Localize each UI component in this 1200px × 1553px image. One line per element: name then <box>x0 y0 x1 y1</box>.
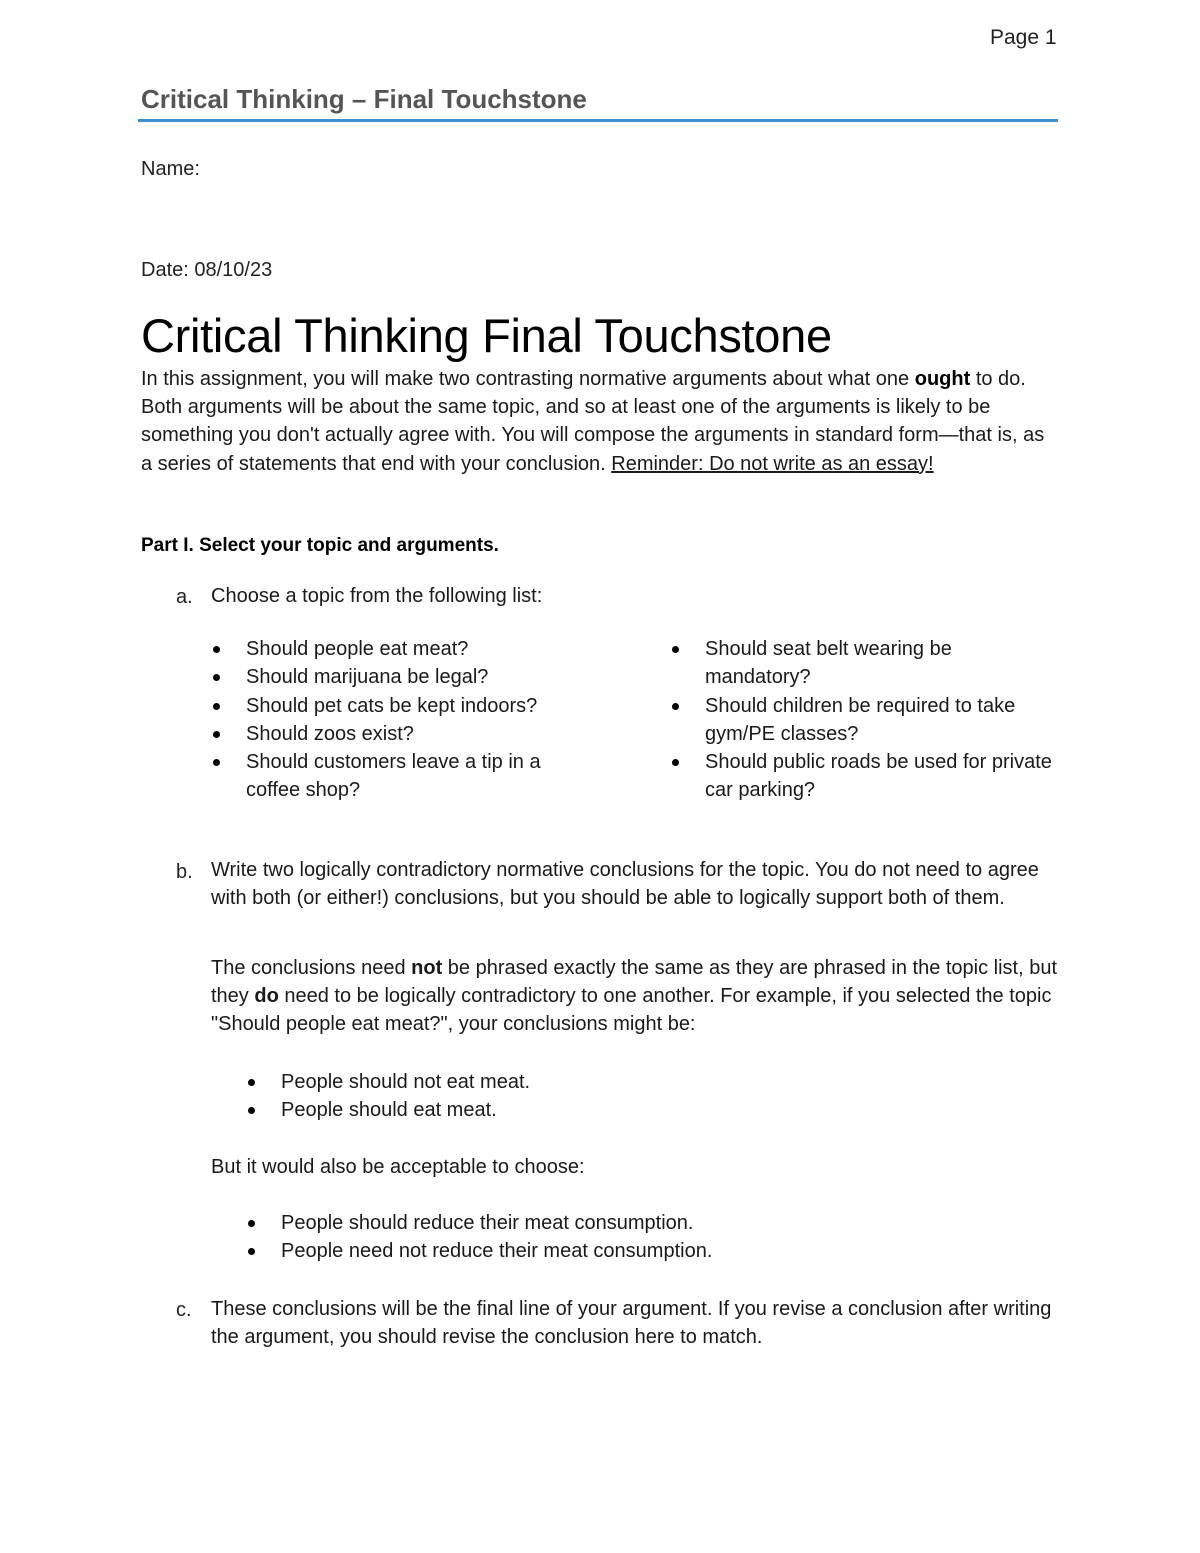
bullet-icon <box>248 1248 255 1255</box>
topic-right-0 <box>670 635 1060 692</box>
list-item-text: Should marijuana be legal? <box>246 666 489 689</box>
item-b-para-pre: The conclusions need <box>211 957 412 979</box>
bullet-icon <box>248 1107 255 1114</box>
intro-bold-ought: ought <box>914 368 971 390</box>
item-b-also-text: But it would also be acceptable to choose: <box>211 1156 585 1178</box>
name-field: Name: <box>141 158 200 180</box>
bullet-icon <box>248 1220 255 1227</box>
item-b-para-post: need to be logically contradictory to one another. For example, if you selected the topic "Should people eat meat?", your conclusions might be: <box>211 985 1052 1035</box>
topic-left-3 <box>211 720 566 748</box>
example2-item-0 <box>246 1209 1046 1237</box>
item-b-para-mid: be phrased exactly the same as they are phrased in the topic list, but they <box>211 957 1058 1007</box>
list-item-text: Should customers leave a tip in a coffee shop? <box>246 751 541 802</box>
topic-right-1 <box>670 692 1060 749</box>
date-field: Date: 08/10/23 <box>141 259 273 281</box>
bullet-icon <box>213 759 220 766</box>
list-item-text: People should reduce their meat consumption. <box>281 1212 694 1234</box>
example1-item-0 <box>246 1068 1046 1096</box>
bullet-icon <box>213 674 220 681</box>
list-item-text: Should seat belt wearing be mandatory? <box>705 638 952 689</box>
intro-paragraph <box>141 365 1051 478</box>
topic-list-left <box>211 635 566 805</box>
topic-left-0 <box>211 635 566 663</box>
example-list-2 <box>246 1209 1046 1266</box>
topic-right-2 <box>670 748 1060 805</box>
bullet-icon <box>672 759 679 766</box>
bullet-icon <box>672 703 679 710</box>
bullet-icon <box>213 703 220 710</box>
list-item-text: People need not reduce their meat consumption. <box>281 1240 713 1263</box>
header-title: Critical Thinking – Final Touchstone <box>141 84 587 114</box>
example2-item-1 <box>246 1237 1046 1265</box>
page-number: Page 1 <box>990 26 1057 49</box>
intro-reminder: Reminder: Do not write as an essay! <box>611 452 934 475</box>
item-b-bold-not: not <box>411 957 443 979</box>
intro-text-1: In this assignment, you will make two contrasting normative arguments about what one <box>141 368 915 390</box>
intro-text-2: to do. Both arguments will be about the same topic, and so at least one of the arguments is likely to be something you don't actually agree with. You will compose the arguments in standard form—that is, as a series of statements that end with your conclusion. <box>141 368 1045 475</box>
item-b-bold-do: do <box>254 985 279 1007</box>
topic-left-2 <box>211 692 566 720</box>
list-item-text: Should pet cats be kept indoors? <box>246 694 538 717</box>
item-c-label: c. <box>176 1299 192 1321</box>
list-item-text: People should not eat meat. <box>281 1071 531 1093</box>
list-item-text: Should people eat meat? <box>246 638 469 660</box>
item-b-text: Write two logically contradictory normative conclusions for the topic. You do not need to agree with both (or either!) conclusions, but you should be able to logically support both of them. <box>211 859 1039 909</box>
list-item-text: Should public roads be used for private car parking? <box>705 751 1052 802</box>
topic-left-4 <box>211 748 566 805</box>
list-item-text: Should children be required to take gym/PE classes? <box>705 694 1016 745</box>
document-header <box>141 84 1059 122</box>
item-a-text: Choose a topic from the following list: <box>211 585 543 607</box>
bullet-icon <box>672 646 679 653</box>
bullet-icon <box>248 1079 255 1086</box>
list-item-text: People should eat meat. <box>281 1099 497 1122</box>
item-b-paragraph <box>211 954 1061 1038</box>
item-a-label: a. <box>176 586 193 608</box>
part-1-heading: Part I. Select your topic and arguments. <box>141 535 499 556</box>
example1-item-1 <box>246 1096 1046 1124</box>
topic-list-right <box>670 635 1060 805</box>
document-title: Critical Thinking Final Touchstone <box>141 309 832 362</box>
bullet-icon <box>213 731 220 738</box>
example-list-1 <box>246 1068 1046 1125</box>
topic-left-1 <box>211 663 566 691</box>
header-rule <box>138 119 1058 122</box>
list-item-text: Should zoos exist? <box>246 722 414 745</box>
item-b-label: b. <box>176 861 193 883</box>
bullet-icon <box>213 646 220 653</box>
item-c-text: These conclusions will be the final line of your argument. If you revise a conclusion after writing the argument, you should revise the conclusion here to match. <box>211 1298 1052 1348</box>
